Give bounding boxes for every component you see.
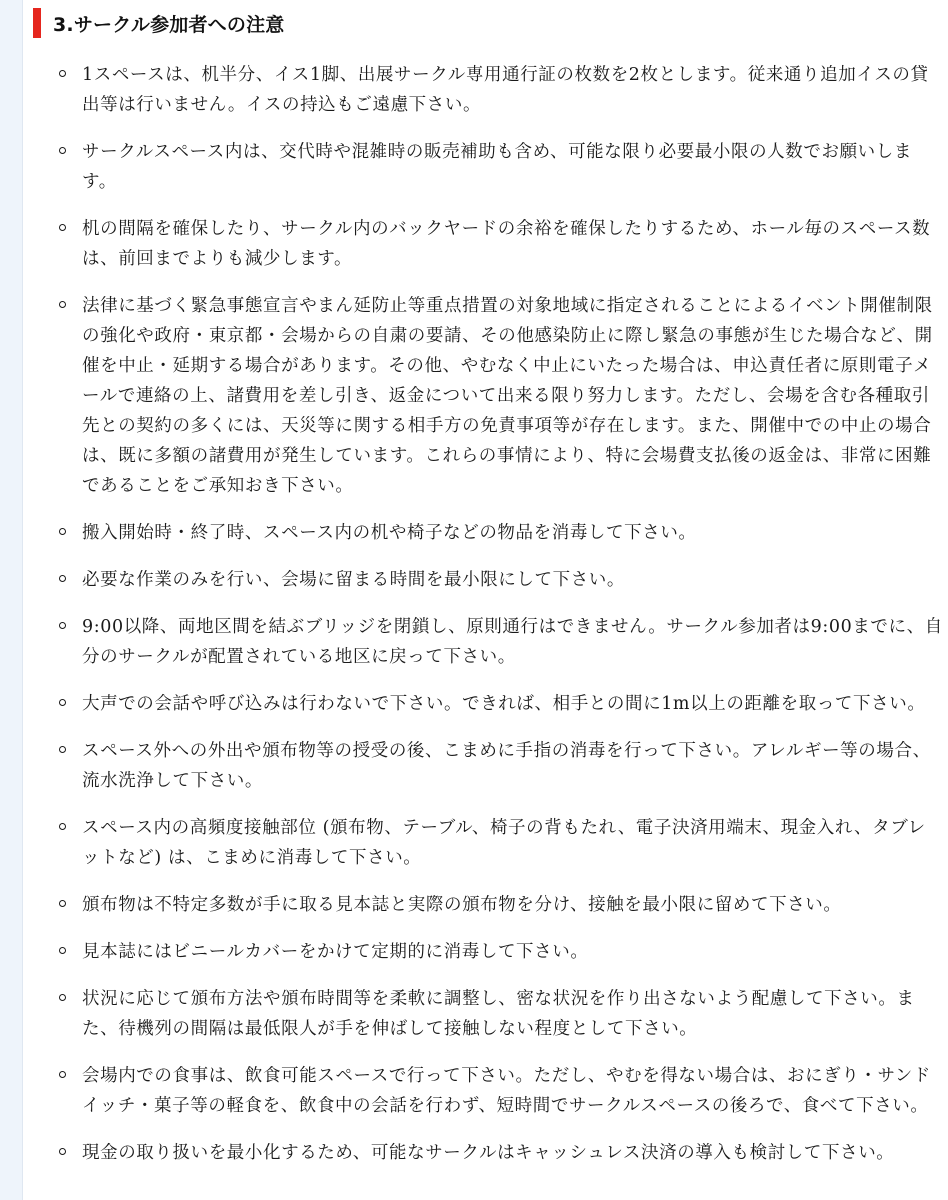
- notice-text: スペース内の高頻度接触部位 (頒布物、テーブル、椅子の背もたれ、電子決済用端末、現金入れ、タブレットなど) は、こまめに消毒して下さい。: [82, 818, 926, 868]
- bullet-circle-icon: [59, 528, 66, 535]
- notice-text: 9:00以降、両地区間を結ぶブリッジを閉鎖し、原則通行はできません。サークル参加者は9:00までに、自分のサークルが配置されている地区に戻って下さい。: [82, 617, 943, 667]
- list-item: [58, 736, 943, 796]
- list-item: [58, 689, 943, 719]
- notice-text: サークルスペース内は、交代時や混雑時の販売補助も含め、可能な限り必要最小限の人数でお願いします。: [82, 142, 912, 192]
- bullet-circle-icon: [59, 746, 66, 753]
- bullet-circle-icon: [59, 1071, 66, 1078]
- notice-text: 見本誌にはビニールカバーをかけて定期的に消毒して下さい。: [82, 942, 589, 962]
- bullet-circle-icon: [59, 947, 66, 954]
- bullet-circle-icon: [59, 823, 66, 830]
- notice-text: 状況に応じて頒布方法や頒布時間等を柔軟に調整し、密な状況を作り出さないよう配慮して下さい。また、待機列の間隔は最低限人が手を伸ばして接触しない程度として下さい。: [82, 989, 915, 1039]
- notice-text: 必要な作業のみを行い、会場に留まる時間を最小限にして下さい。: [82, 570, 625, 590]
- bullet-circle-icon: [59, 224, 66, 231]
- bullet-circle-icon: [59, 622, 66, 629]
- notice-text: 机の間隔を確保したり、サークル内のバックヤードの余裕を確保したりするため、ホール毎のスペース数は、前回までよりも減少します。: [82, 219, 931, 269]
- notice-text: 頒布物は不特定多数が手に取る見本誌と実際の頒布物を分け、接触を最小限に留めて下さい。: [82, 895, 842, 915]
- bullet-circle-icon: [59, 301, 66, 308]
- list-item: [58, 984, 943, 1044]
- left-margin-strip: [0, 0, 23, 1200]
- list-item: [58, 518, 943, 548]
- section-header: [33, 8, 284, 38]
- bullet-circle-icon: [59, 1148, 66, 1155]
- bullet-circle-icon: [59, 70, 66, 77]
- notice-text: 大声での会話や呼び込みは行わないで下さい。できれば、相手との間に1m以上の距離を取って下さい。: [82, 694, 926, 714]
- list-item: [58, 60, 943, 120]
- list-item: [58, 1061, 943, 1121]
- bullet-circle-icon: [59, 699, 66, 706]
- list-item: [58, 890, 943, 920]
- section-title: 3.サークル参加者への注意: [53, 13, 285, 36]
- list-item: [58, 612, 943, 672]
- list-item: [58, 137, 943, 197]
- list-item: [58, 813, 943, 873]
- list-item: [58, 937, 943, 967]
- list-item: [58, 291, 943, 501]
- bullet-circle-icon: [59, 575, 66, 582]
- notice-text: 現金の取り扱いを最小化するため、可能なサークルはキャッシュレス決済の導入も検討して下さい。: [82, 1143, 895, 1163]
- bullet-circle-icon: [59, 147, 66, 154]
- notice-text: 法律に基づく緊急事態宣言やまん延防止等重点措置の対象地域に指定されることによるイベント開催制限の強化や政府・東京都・会場からの自粛の要請、その他感染防止に際し緊急の事態が生じた場合など、開催を中止・延期する場合があります。その他、やむなく中止にいたった場合は、申込責任者に原則電子メールで連絡の上、諸費用を差し引き、返金について出来る限り努力します。ただし、会場を含む各種取引先との契約の多くには、天災等に関する相手方の免責事項等が存在します。また、開催中での中止の場合は、既に多額の諸費用が発生しています。これらの事情により、特に会場費支払後の返金は、非常に困難であることをご承知おき下さい。: [82, 296, 933, 496]
- section-accent-bar: [33, 8, 41, 38]
- notice-text: 1スペースは、机半分、イス1脚、出展サークル専用通行証の枚数を2枚とします。従来通り追加イスの貸出等は行いません。イスの持込もご遠慮下さい。: [82, 65, 929, 115]
- list-item: [58, 214, 943, 274]
- notice-text: 会場内での食事は、飲食可能スペースで行って下さい。ただし、やむを得ない場合は、おにぎり・サンドイッチ・菓子等の軽食を、飲食中の会話を行わず、短時間でサークルスペースの後ろで、食べて下さい。: [82, 1066, 931, 1116]
- bullet-circle-icon: [59, 994, 66, 1001]
- bullet-circle-icon: [59, 900, 66, 907]
- notice-text: 搬入開始時・終了時、スペース内の机や椅子などの物品を消毒して下さい。: [82, 523, 697, 543]
- notice-list: [58, 60, 943, 1185]
- list-item: [58, 1138, 943, 1168]
- list-item: [58, 565, 943, 595]
- notice-text: スペース外への外出や頒布物等の授受の後、こまめに手指の消毒を行って下さい。アレルギー等の場合、流水洗浄して下さい。: [82, 741, 931, 791]
